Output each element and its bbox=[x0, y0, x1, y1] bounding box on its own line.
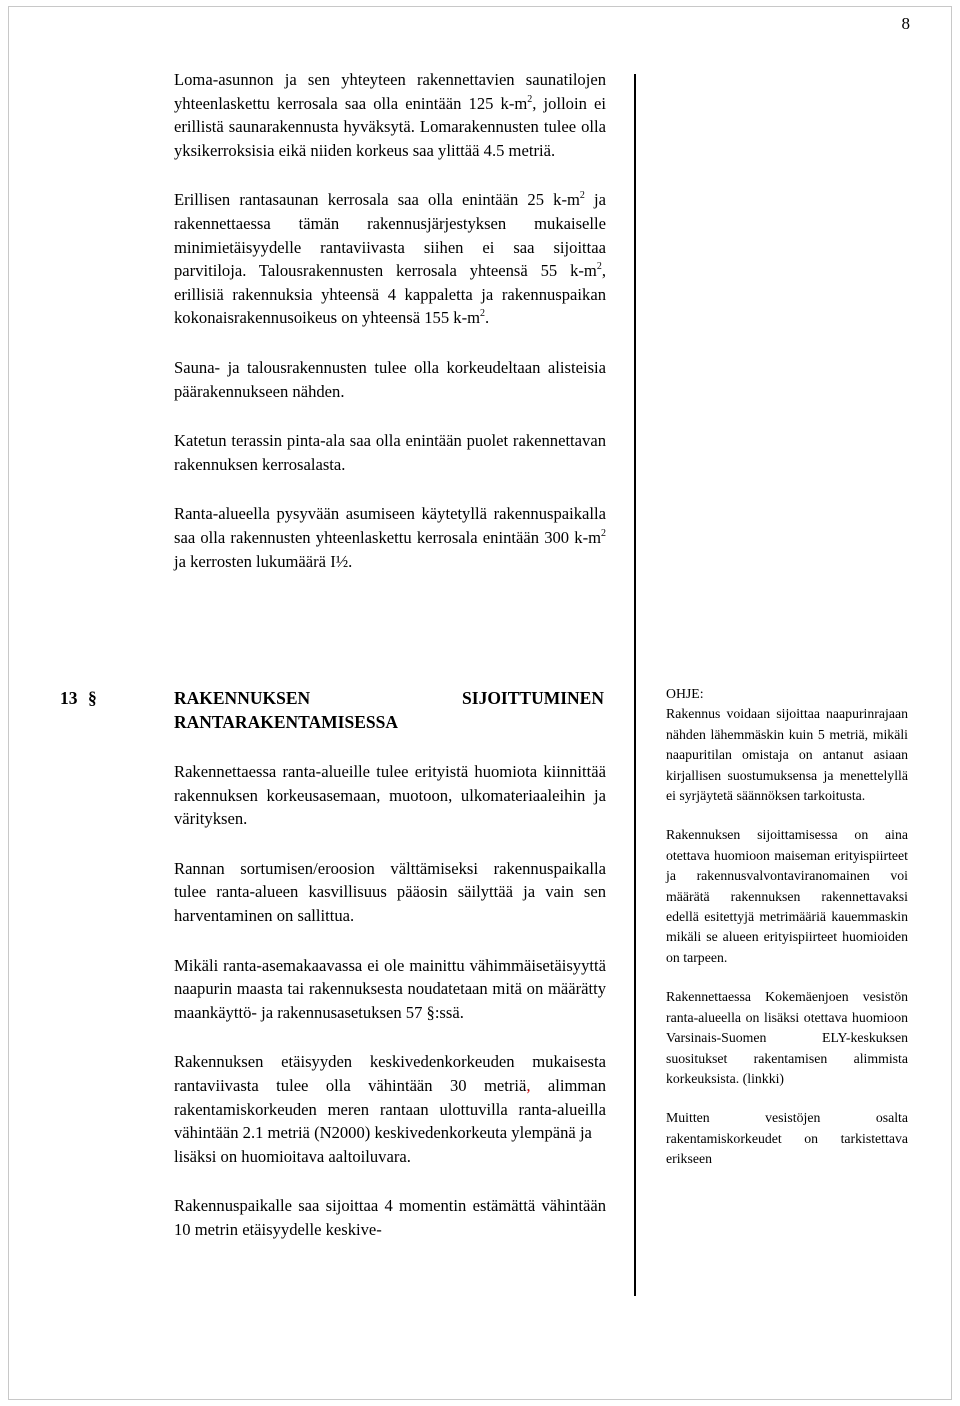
intro-paragraph-5: Ranta-alueella pysyvään asumiseen käytetyllä rakennuspaikalla saa olla rakennusten yhteenlaskettu kerrosala enintään 300 $k-m^2$ ja kerrosten lukumäärä I½. bbox=[174, 504, 606, 571]
guidance-column bbox=[666, 684, 908, 1189]
guidance-paragraph-3: Rakennettaessa Kokemäenjoen vesistön ranta-alueella on lisäksi otettava huomioon Varsinais-Suomen ELY-keskuksen suositukset rakentamisen alimmista korkeuksista. (linkki) bbox=[666, 989, 908, 1086]
intro-paragraph-2: Erillisen rantasaunan kerrosala saa olla enintään 25 $k-m^2$ ja rakennettaessa tämän rakennusjärjestyksen mukaiselle minimietäisyydelle rantaviivasta siihen ei saa sijoittaa parvitiloja. Talousrakennusten kerrosala yhteensä 55 $k-m^2$, erillisiä rakennuksia yhteensä 4 kappaletta ja rakennuspaikan kokonaisrakennusoikeus on yhteensä 155 $k-m^2$. bbox=[174, 190, 606, 328]
section-paragraph-5: Rakennuspaikalle saa sijoittaa 4 momentin estämättä vähintään 10 metrin etäisyydelle keskive- bbox=[174, 1196, 606, 1239]
section-title: RAKENNUKSEN SIJOITTUMINEN RANTARAKENTAMISESSA bbox=[174, 688, 604, 732]
intro-text bbox=[174, 68, 606, 599]
guidance-heading: OHJE: bbox=[666, 686, 704, 701]
guidance-paragraph-4: Muitten vesistöjen osalta rakentamiskorkeudet on tarkistettava erikseen bbox=[666, 1110, 908, 1167]
column-divider bbox=[634, 74, 636, 1296]
intro-paragraph-1: Loma-asunnon ja sen yhteyteen rakennettavien saunatilojen yhteenlaskettu kerrosala saa olla enintään 125 $k-m^2$, jolloin ei erillistä saunarakennusta hyväksytä. Lomarakennusten tulee olla yksikerroksisia eikä niiden korkeus saa ylittää 4.5 metriä. bbox=[174, 70, 606, 160]
section-number: 13 bbox=[60, 688, 78, 708]
guidance-paragraph-2: Rakennuksen sijoittamisessa on aina otettava huomioon maiseman erityispiirteet ja rakennusvalvontaviranomainen voi määrätä rakennuksen rakennettavaksi edellä esitettyjä metrimääriä kauemmaskin mikäli se alueen erityispiirteet huomioiden on tarpeen. bbox=[666, 827, 908, 965]
section-sign: § bbox=[88, 688, 97, 708]
section-paragraph-2: Rannan sortumisen/eroosion välttämiseksi rakennuspaikalla tulee ranta-alueen kasvillisuus pääosin säilyttää ja vain sen harventaminen on sallittua. bbox=[174, 858, 606, 925]
intro-paragraph-3: Sauna- ja talousrakennusten tulee olla korkeudeltaan alisteisia päärakennukseen nähden. bbox=[174, 357, 606, 401]
section-paragraph-3: Mikäli ranta-asemakaavassa ei ole mainittu vähimmäisetäisyyttä naapurin maasta tai rakennuksesta noudatetaan mitä on määrätty maankäyttö- ja rakennusasetuksen 57 §:ssä. bbox=[174, 955, 606, 1022]
intro-paragraph-4: Katetun terassin pinta-ala saa olla enintään puolet rakennettavan rakennuksen kerrosalasta. bbox=[174, 431, 606, 474]
section-paragraph-1: Rakennettaessa ranta-alueille tulee erityistä huomiota kiinnittää rakennuksen korkeusasemaan, muotoon, ulkomateriaaleihin ja värityksen. bbox=[174, 762, 606, 829]
page-number: 8 bbox=[901, 14, 910, 33]
section-paragraph-4: Rakennuksen etäisyyden keskivedenkorkeuden mukaisesta rantaviivasta tulee olla vähintään 30 metriä, alimman rakentamiskorkeuden meren rantaan ulottuvilla ranta-alueilla vähintään 2.1 metriä (N2000) keskivedenkorkeuta ylempänä ja lisäksi on huomioitava aaltoiluvara. bbox=[174, 1052, 606, 1166]
section-text bbox=[174, 760, 606, 1268]
guidance-paragraph-1: Rakennus voidaan sijoittaa naapurinrajaan nähden lähemmäskin kuin 5 metriä, mikäli naapuritilan omistaja on antanut asiaan kirjallisen suostumuksensa ja menettelyllä ei syrjäytetä säännöksen tarkoitusta. bbox=[666, 706, 908, 804]
